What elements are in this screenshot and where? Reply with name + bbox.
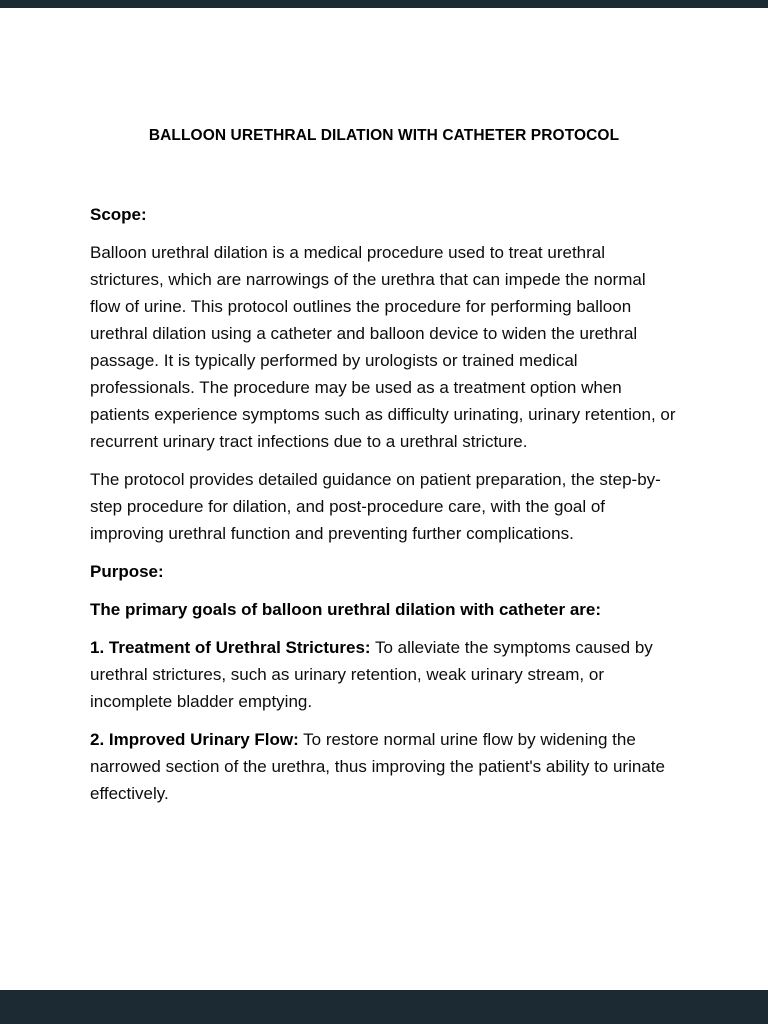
document-title: BALLOON URETHRAL DILATION WITH CATHETER PROTOCOL (148, 127, 620, 144)
scope-heading: Scope: (90, 205, 147, 224)
scope-paragraph-1: Balloon urethral dilation is a medical procedure used to treat urethral strictures, which are narrowings of the urethra that can impede the normal flow of urine. This protocol outlines the procedure for performing balloon urethral dilation using a catheter and balloon device to widen the urethral passage. It is typically performed by urologists or trained medical professionals. The procedure may be used as a treatment option when patients experience symptoms such as difficulty urinating, urinary retention, or recurrent urinary tract infections due to a urethral stricture. (90, 243, 676, 451)
goal-item-1-text: To alleviate the symptoms caused by urethral strictures, such as urinary retention, weak urinary stream, or incomplete bladder emptying. (90, 638, 653, 711)
document-page (0, 8, 768, 990)
goal-item-2-label: 2. Improved Urinary Flow: (90, 730, 299, 749)
goal-item-2 (90, 726, 678, 807)
purpose-heading: Purpose: (90, 562, 164, 581)
goal-item-1-label: 1. Treatment of Urethral Strictures: (90, 638, 371, 657)
goal-item-2-text: To restore normal urine flow by widening the narrowed section of the urethra, thus improving the patient's ability to urinate effectively. (90, 730, 665, 803)
goal-item-1 (90, 634, 678, 715)
viewer-bottom-bar (0, 990, 768, 1024)
document-content (0, 8, 768, 807)
goals-intro: The primary goals of balloon urethral dilation with catheter are: (90, 600, 602, 619)
scope-paragraph-2: The protocol provides detailed guidance on patient preparation, the step-by-step procedure for dilation, and post-procedure care, with the goal of improving urethral function and preventing further complications. (90, 470, 661, 543)
viewer-top-bar (0, 0, 768, 8)
